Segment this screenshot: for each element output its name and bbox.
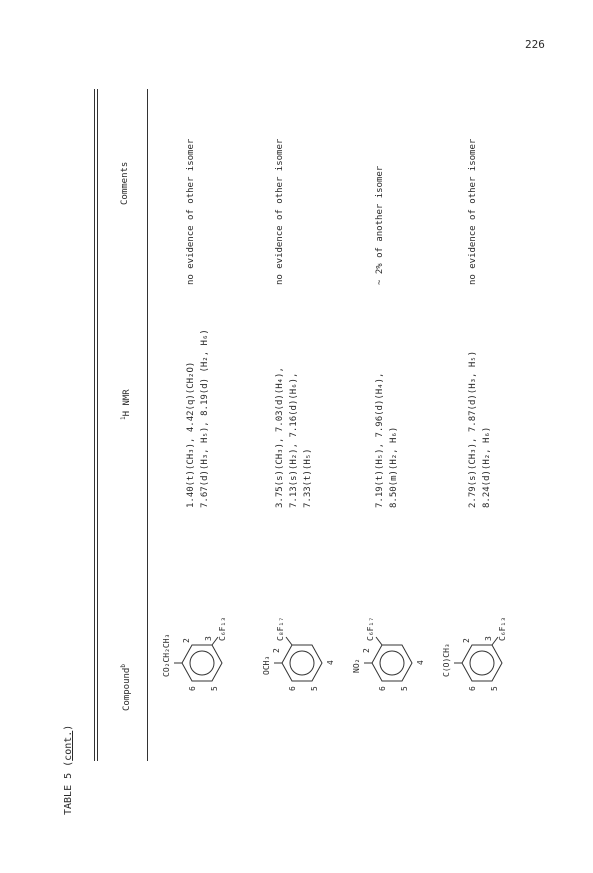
fluoroalkyl-label: C₆F₁₃: [218, 616, 227, 641]
nmr-line: 1.40(t)(CH₃), 4.42(q)(CH₂O): [186, 361, 196, 508]
position-label: 5: [310, 686, 319, 691]
comment-cell: no evidence of other isomer: [468, 138, 478, 285]
benzene-ring-icon: [442, 615, 522, 705]
top-rule-2: [97, 89, 98, 761]
nmr-line: 7.13(s)(H₂), 7.16(d)(H₆),: [289, 372, 299, 508]
nmr-line: 3.75(s)(CH₃), 7.03(d)(H₄),: [275, 367, 285, 508]
position-label: 6: [188, 686, 197, 691]
nmr-line: 8.24(d)(H₂, H₆): [482, 426, 492, 508]
position-label: 6: [468, 686, 477, 691]
position-label: 6: [288, 686, 297, 691]
top-rule-1: [94, 89, 95, 761]
fluoroalkyl-label: C₆F₁₃: [498, 616, 507, 641]
header-comments: [120, 162, 130, 205]
comment-cell: no evidence of other isomer: [275, 138, 285, 285]
compound-structure: [352, 615, 432, 705]
header-compound: [120, 664, 132, 711]
position-label: 5: [210, 686, 219, 691]
comment-cell: ~ 2% of another isomer: [375, 165, 385, 285]
position-label: 3: [204, 636, 213, 641]
position-label: 2: [462, 638, 471, 643]
benzene-ring-icon: [162, 615, 242, 705]
position-label: 2: [272, 648, 281, 653]
nmr-line: 8.50(m)(H₂, H₆): [389, 426, 399, 508]
fluoroalkyl-label: C₈F₁₇: [276, 616, 285, 641]
substituent-label: OCH₃: [262, 655, 271, 675]
header-comments-text: Comments: [120, 161, 130, 205]
position-label: 2: [182, 638, 191, 643]
header-rule: [147, 89, 148, 761]
table-title-suffix: ): [63, 724, 74, 731]
nmr-line: 7.33(t)(H₅): [303, 448, 313, 508]
comment-cell: no evidence of other isomer: [186, 138, 196, 285]
header-compound-text: Compound: [122, 667, 132, 711]
page-number: 226: [525, 38, 545, 51]
nmr-line: 7.67(d)(H₃, H₅), 8.19(d) (H₂, H₆): [200, 329, 210, 508]
header-nmr-text: H NMR: [122, 389, 132, 417]
nmr-line: 2.79(s)(CH₃), 7.87(d)(H₃, H₅): [468, 350, 478, 508]
position-label: 4: [326, 660, 335, 665]
compound-structure: [162, 615, 242, 705]
position-label: 5: [490, 686, 499, 691]
position-label: 3: [484, 636, 493, 641]
fluoroalkyl-label: C₆F₁₇: [366, 616, 375, 641]
header-nmr-sup: 1: [120, 416, 127, 420]
position-label: 2: [362, 648, 371, 653]
table-title: [63, 725, 74, 815]
substituent-label: CO₂CH₂CH₃: [162, 633, 171, 677]
nmr-line: 7.19(t)(H₅), 7.96(d)(H₄),: [375, 372, 385, 508]
substituent-label: C(O)CH₃: [442, 643, 451, 677]
header-compound-sup: b: [120, 664, 127, 668]
substituent-label: NO₂: [352, 658, 361, 673]
table-title-prefix: TABLE 5 (: [63, 760, 74, 815]
position-label: 6: [378, 686, 387, 691]
position-label: 5: [400, 686, 409, 691]
compound-structure: [262, 615, 342, 705]
table-title-cont: cont.: [63, 730, 74, 761]
compound-structure: [442, 615, 522, 705]
position-label: 4: [416, 660, 425, 665]
header-nmr: [120, 389, 132, 420]
